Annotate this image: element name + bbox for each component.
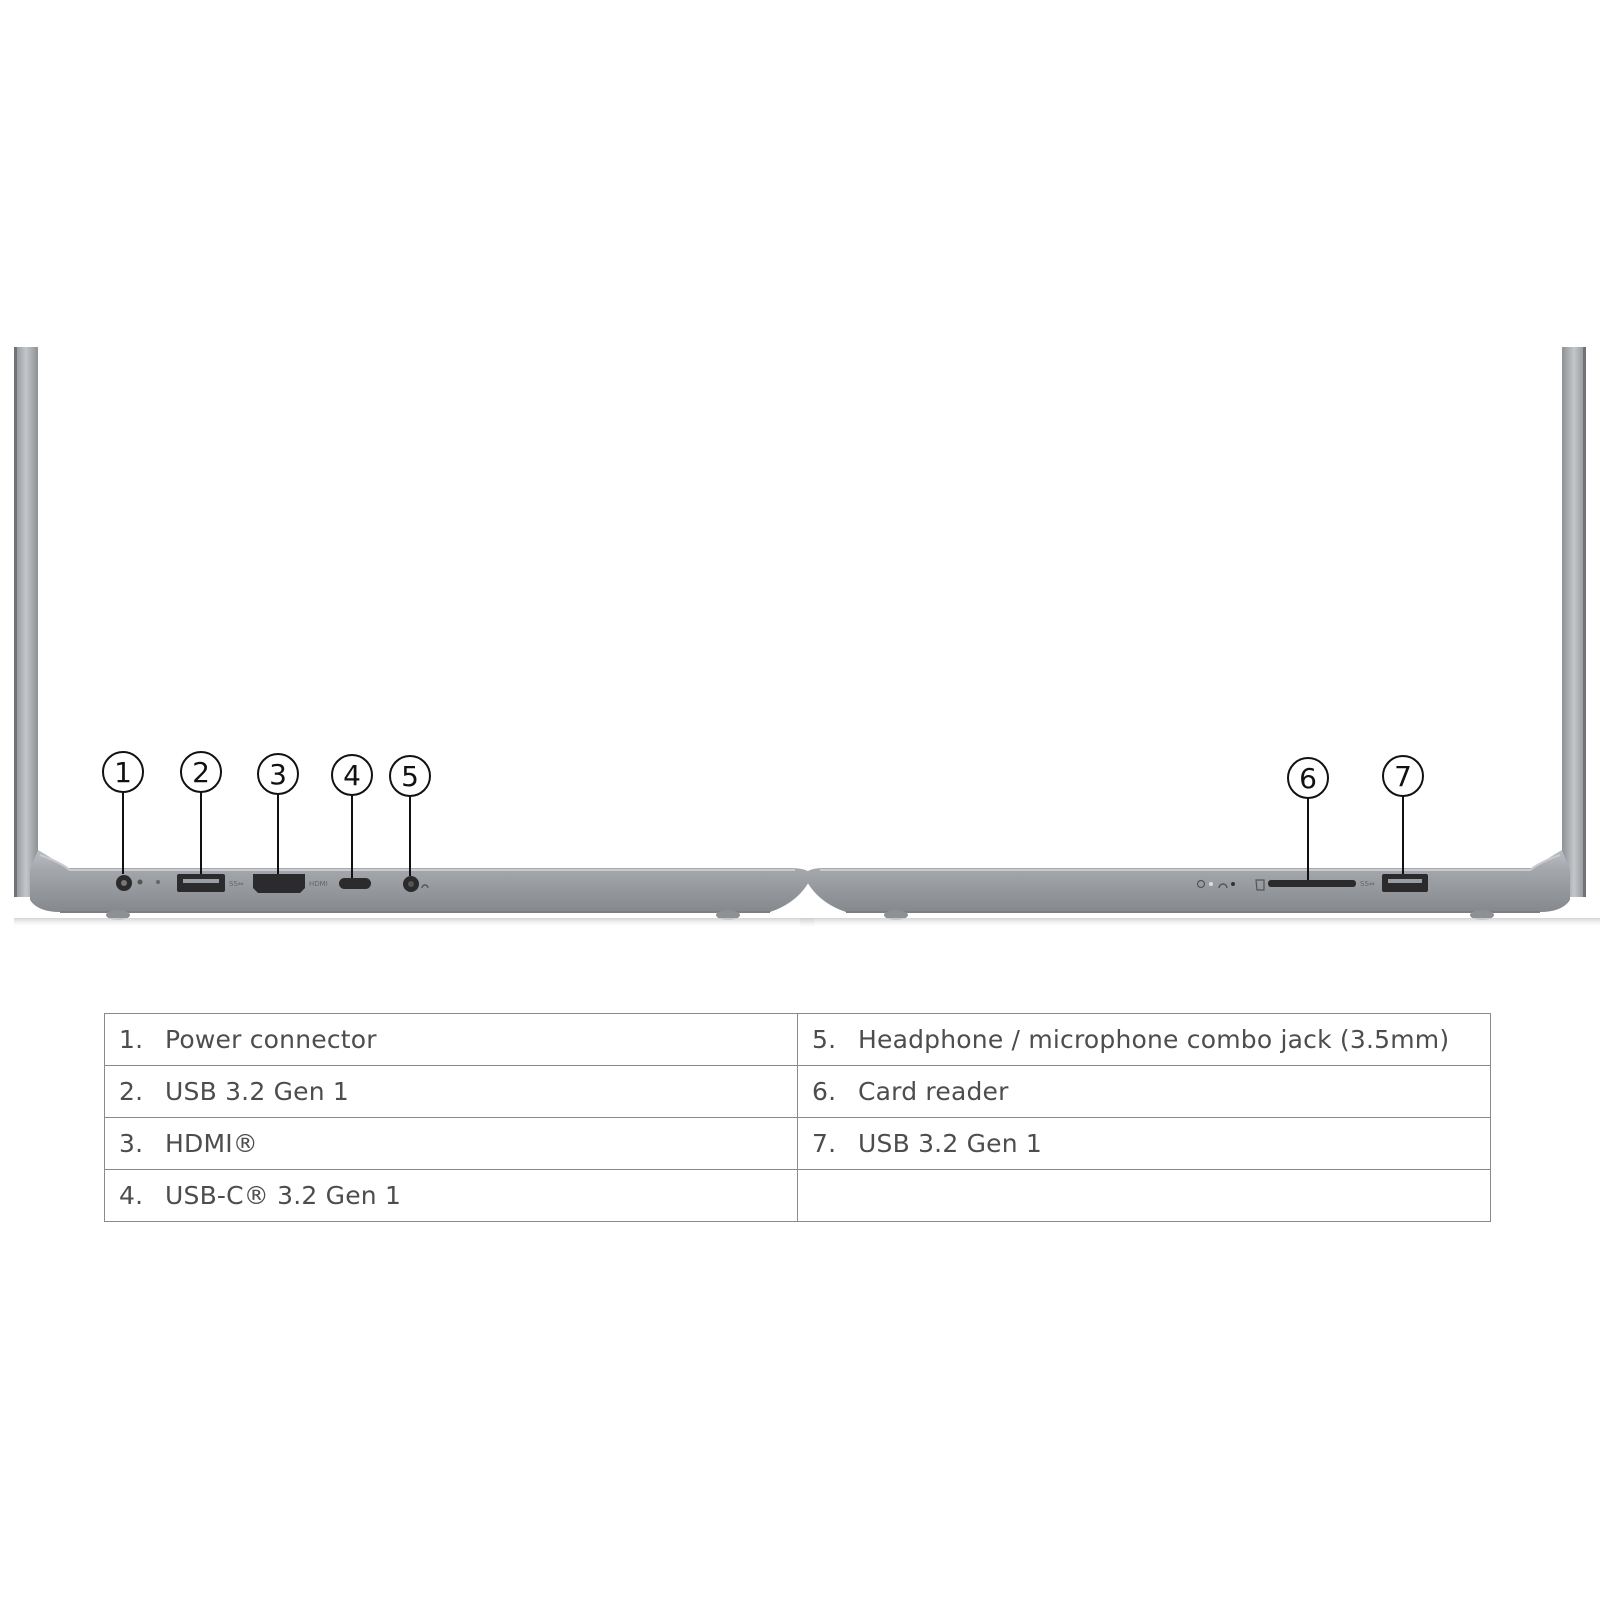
legend-item-1 [105, 1014, 798, 1066]
callout-number-2: 2 [192, 756, 210, 789]
callout-number-6: 6 [1299, 762, 1317, 795]
legend-item-6 [798, 1066, 1491, 1118]
right-base [804, 850, 1570, 912]
callout-number-7: 7 [1394, 760, 1412, 793]
status-led-icon [156, 880, 160, 884]
callout-number-5: 5 [401, 760, 419, 793]
legend-number: 6. [812, 1077, 837, 1106]
legend-number: 7. [812, 1129, 837, 1158]
left-base [30, 850, 812, 912]
legend-item-5 [798, 1014, 1491, 1066]
legend-label: Card reader [858, 1077, 1009, 1106]
legend-empty-cell [798, 1170, 1491, 1222]
usb-c-port [339, 878, 371, 889]
legend-number: 3. [119, 1129, 144, 1158]
table-row [105, 1170, 1491, 1222]
legend-number: 1. [119, 1025, 144, 1054]
legend-item-2 [105, 1066, 798, 1118]
table-row [105, 1066, 1491, 1118]
callouts [103, 752, 1423, 880]
ports-legend-table [104, 1013, 1491, 1222]
callout-number-3: 3 [269, 758, 287, 791]
legend-item-4 [105, 1170, 798, 1222]
battery-led-icon [1231, 882, 1235, 886]
status-dot-icon [1209, 882, 1213, 886]
legend-number: 2. [119, 1077, 144, 1106]
legend-label: USB-C® 3.2 Gen 1 [165, 1181, 402, 1210]
table-row [105, 1014, 1491, 1066]
legend-label: USB 3.2 Gen 1 [858, 1129, 1043, 1158]
power-led-icon [138, 880, 143, 885]
legend-item-7 [798, 1118, 1491, 1170]
hdmi-port [253, 874, 305, 893]
callout-number-4: 4 [343, 759, 361, 792]
legend-number: 4. [119, 1181, 144, 1210]
usb-ss-left-label: SS⇔ [229, 880, 244, 888]
legend-number: 5. [812, 1025, 837, 1054]
callout-numbers [114, 756, 1412, 795]
callout-number-1: 1 [114, 756, 132, 789]
legend-label: HDMI® [165, 1129, 258, 1158]
legend-label: Headphone / microphone combo jack (3.5mm) [858, 1025, 1450, 1054]
left-side-view [14, 347, 814, 928]
left-lid-edge [14, 347, 38, 897]
usb-ss-right-label: SS⇔ [1360, 880, 1375, 888]
right-lid-edge [1562, 347, 1586, 897]
legend-item-3 [105, 1118, 798, 1170]
card-reader-slot [1268, 880, 1356, 887]
right-side-view [800, 347, 1600, 928]
hdmi-marking: HDMI [309, 880, 328, 888]
legend-label: Power connector [165, 1025, 377, 1054]
legend-label: USB 3.2 Gen 1 [165, 1077, 350, 1106]
table-row [105, 1118, 1491, 1170]
